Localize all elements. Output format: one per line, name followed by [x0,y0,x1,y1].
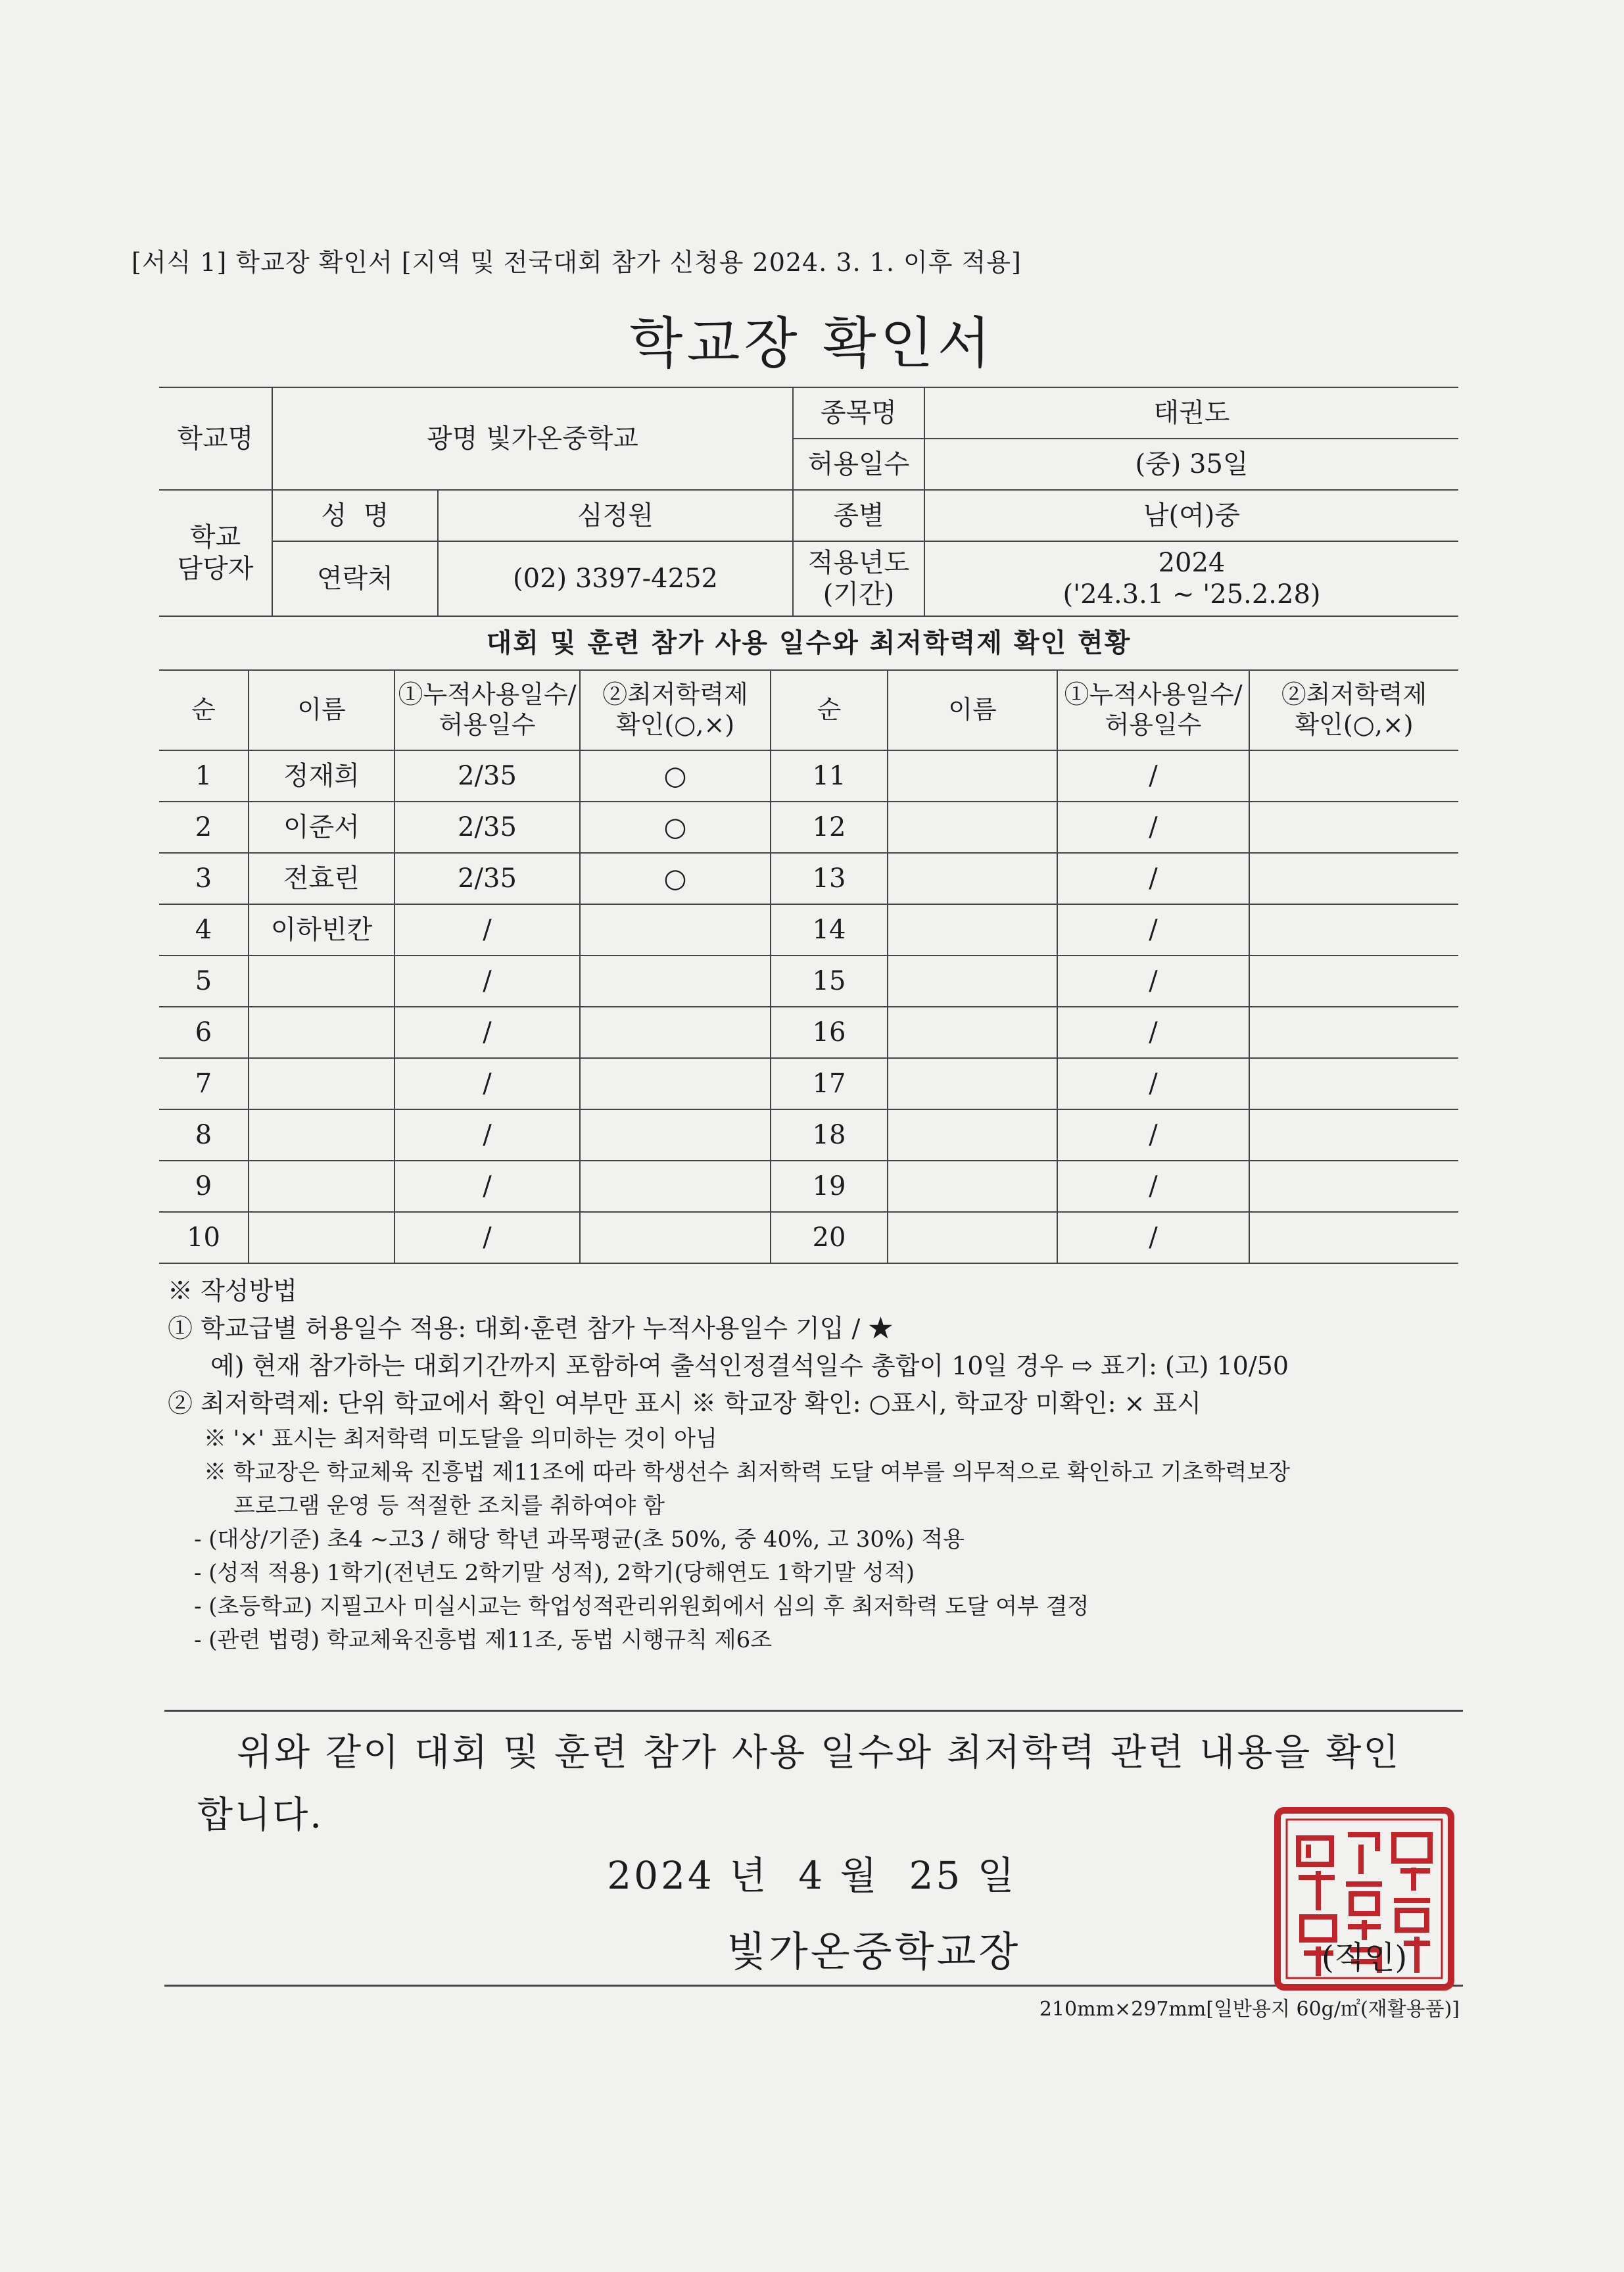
row-days-right: / [1057,1161,1249,1212]
row-days: / [394,1109,580,1161]
row-check [580,1212,771,1263]
row-days-right: / [1057,1109,1249,1161]
row-num-right: 15 [771,955,888,1007]
row-check-right [1249,750,1458,802]
row-name-right [888,853,1057,904]
row-num-right: 18 [771,1109,888,1161]
sport-value: 태권도 [924,387,1458,439]
row-num: 2 [159,802,249,853]
row-name [249,1212,394,1263]
row-num: 6 [159,1007,249,1058]
table-row [159,750,1458,802]
header-num: 순 [159,670,249,750]
notes-line: - (성적 적용) 1학기(전년도 2학기말 성적), 2학기(당해연도 1학기말 성적) [194,1560,915,1586]
school-name-value: 광명 빛가온중학교 [272,387,793,490]
notes-line: 예) 현재 참가하는 대회기간까지 포함하여 출석인정결석일수 총합이 10일 경우 ⇨ 표기: (고) 10/50 [210,1351,1289,1380]
row-check-right [1249,1109,1458,1161]
row-num: 8 [159,1109,249,1161]
row-check: ○ [580,853,771,904]
notes-line: - (관련 법령) 학교체육진흥법 제11조, 동법 시행규칙 제6조 [194,1627,773,1653]
row-days: / [394,1212,580,1263]
row-name [249,1109,394,1161]
year-value-line1: 2024 [1158,548,1226,578]
table-row [159,955,1458,1007]
notes-line: ① 학교급별 허용일수 적용: 대회·훈련 참가 누적사용일수 기입 / ★ [168,1314,894,1343]
row-num: 3 [159,853,249,904]
year-label-line2: (기간) [823,579,895,610]
header-minimum-line2: 확인(○,×) [615,710,735,739]
row-name [249,1007,394,1058]
row-days: / [394,1161,580,1212]
row-name-right [888,750,1057,802]
row-name-right [888,1058,1057,1109]
row-num: 5 [159,955,249,1007]
header-days-right-line1: ①누적사용일수/ [1064,680,1243,710]
row-name-right [888,1212,1057,1263]
manager-label-line1: 학교 [189,522,241,552]
allowed-days-value: (중) 35일 [924,439,1458,490]
row-days: / [394,1058,580,1109]
row-check-right [1249,955,1458,1007]
notes-line: - (초등학교) 지필고사 미실시교는 학업성적관리위원회에서 심의 후 최저학력 도달 여부 결정 [194,1593,1089,1620]
row-name-right [888,1109,1057,1161]
year-label [793,541,924,616]
form-label: [서식 1] 학교장 확인서 [지역 및 전국대회 참가 신청용 2024. 3. 1. 이후 적용] [131,248,1022,277]
row-check [580,1109,771,1161]
row-num-right: 17 [771,1058,888,1109]
row-name-right [888,904,1057,955]
header-minimum-line1: ②최저학력제 [602,680,748,710]
sport-label: 종목명 [793,387,924,439]
row-check-right [1249,1212,1458,1263]
table-row [159,1109,1458,1161]
header-name-right: 이름 [888,670,1057,750]
manager-name-value: 심정원 [438,490,793,541]
row-name-right [888,955,1057,1007]
gender-value: 남(여)중 [924,490,1458,541]
header-days-line2: 허용일수 [439,710,536,739]
table-row [159,1212,1458,1263]
row-days: 2/35 [394,853,580,904]
row-check [580,1161,771,1212]
manager-label-line2: 담당자 [177,554,254,584]
row-check-right [1249,853,1458,904]
row-days: / [394,955,580,1007]
row-num-right: 20 [771,1212,888,1263]
header-days-line1: ①누적사용일수/ [398,680,577,710]
manager-name-label: 성 명 [272,490,438,541]
bottom-divider [164,1985,1463,1987]
row-num-right: 14 [771,904,888,955]
allowed-days-label: 허용일수 [793,439,924,490]
paper-spec: 210mm×297mm[일반용지 60g/㎡(재활용품)] [1039,1998,1460,2021]
notes-line: ※ 학교장은 학교체육 진흥법 제11조에 따라 학생선수 최저학력 도달 여부를 의무적으로 확인하고 기초학력보장 [204,1459,1291,1486]
row-name-right [888,802,1057,853]
row-days-right: / [1057,1007,1249,1058]
table-row [159,853,1458,904]
row-check-right [1249,904,1458,955]
row-name: 정재희 [249,750,394,802]
row-check [580,1058,771,1109]
table-row [159,1161,1458,1212]
row-check: ○ [580,750,771,802]
confirmation-line2: 합니다. [197,1794,324,1837]
document-title: 학교장 확인서 [629,311,995,375]
row-name: 이준서 [249,802,394,853]
header-days-right [1057,670,1249,750]
row-num: 9 [159,1161,249,1212]
notes-line: 프로그램 운영 등 적절한 조치를 취하여야 함 [233,1493,665,1519]
table-row [159,1058,1458,1109]
row-days: / [394,904,580,955]
row-num: 1 [159,750,249,802]
row-num: 7 [159,1058,249,1109]
row-name: 전효린 [249,853,394,904]
header-minimum-right-line2: 확인(○,×) [1295,710,1414,739]
row-days-right: / [1057,853,1249,904]
row-days: 2/35 [394,750,580,802]
manager-label [159,490,272,616]
row-check-right [1249,1007,1458,1058]
divider [164,1710,1463,1712]
row-check [580,1007,771,1058]
year-value [924,541,1458,616]
header-minimum-right-line1: ②최저학력제 [1281,680,1427,710]
notes-line: ② 최저학력제: 단위 학교에서 확인 여부만 표시 ※ 학교장 확인: ○표시, 학교장 미확인: × 표시 [168,1389,1201,1418]
year-value-line2: ('24.3.1 ~ '25.2.28) [1063,579,1321,610]
gender-label: 종별 [793,490,924,541]
row-days: / [394,1007,580,1058]
notes-line: ※ '×' 표시는 최저학력 미도달을 의미하는 것이 아님 [204,1426,717,1452]
row-num-right: 13 [771,853,888,904]
table-row [159,802,1458,853]
row-name-right [888,1007,1057,1058]
issue-date: 2024 년 4 월 25 일 [607,1853,1017,1898]
row-num-right: 16 [771,1007,888,1058]
table-row [159,904,1458,955]
contact-value: (02) 3397-4252 [438,541,793,616]
row-check [580,904,771,955]
row-name-right [888,1161,1057,1212]
row-check-right [1249,1058,1458,1109]
row-days-right: / [1057,955,1249,1007]
row-name [249,1058,394,1109]
row-check: ○ [580,802,771,853]
row-check-right [1249,802,1458,853]
row-num-right: 11 [771,750,888,802]
header-minimum-right [1249,670,1458,750]
row-check-right [1249,1161,1458,1212]
writing-instructions [168,1272,1476,1657]
row-name [249,1161,394,1212]
participation-table [159,669,1458,1264]
header-days [394,670,580,750]
confirmation-line1: 위와 같이 대회 및 훈련 참가 사용 일수와 최저학력 관련 내용을 확인 [237,1731,1401,1774]
contact-label: 연락처 [272,541,438,616]
row-check [580,955,771,1007]
school-name-label: 학교명 [159,387,272,490]
header-minimum [580,670,771,750]
row-num: 10 [159,1212,249,1263]
principal-title: 빛가온중학교장 [727,1927,1021,1975]
row-days-right: / [1057,1058,1249,1109]
year-label-line1: 적용년도 [807,548,910,578]
table-row [159,1007,1458,1058]
school-info-table [159,387,1458,617]
notes-line: - (대상/기준) 초4 ~고3 / 해당 학년 과목평균(초 50%, 중 40%, 고 30%) 적용 [194,1526,965,1553]
row-days-right: / [1057,750,1249,802]
header-name: 이름 [249,670,394,750]
row-name: 이하빈칸 [249,904,394,955]
row-num: 4 [159,904,249,955]
row-days-right: / [1057,904,1249,955]
row-num-right: 12 [771,802,888,853]
seal-label: (직인) [1322,1939,1408,1976]
row-days-right: / [1057,802,1249,853]
row-num-right: 19 [771,1161,888,1212]
section-title: 대회 및 훈련 참가 사용 일수와 최저학력제 확인 현황 [486,627,1132,658]
row-name [249,955,394,1007]
row-days-right: / [1057,1212,1249,1263]
header-days-right-line2: 허용일수 [1105,710,1202,739]
confirmation-statement [197,1722,1446,1847]
row-days: 2/35 [394,802,580,853]
notes-heading: ※ 작성방법 [168,1276,297,1305]
header-num-right: 순 [771,670,888,750]
